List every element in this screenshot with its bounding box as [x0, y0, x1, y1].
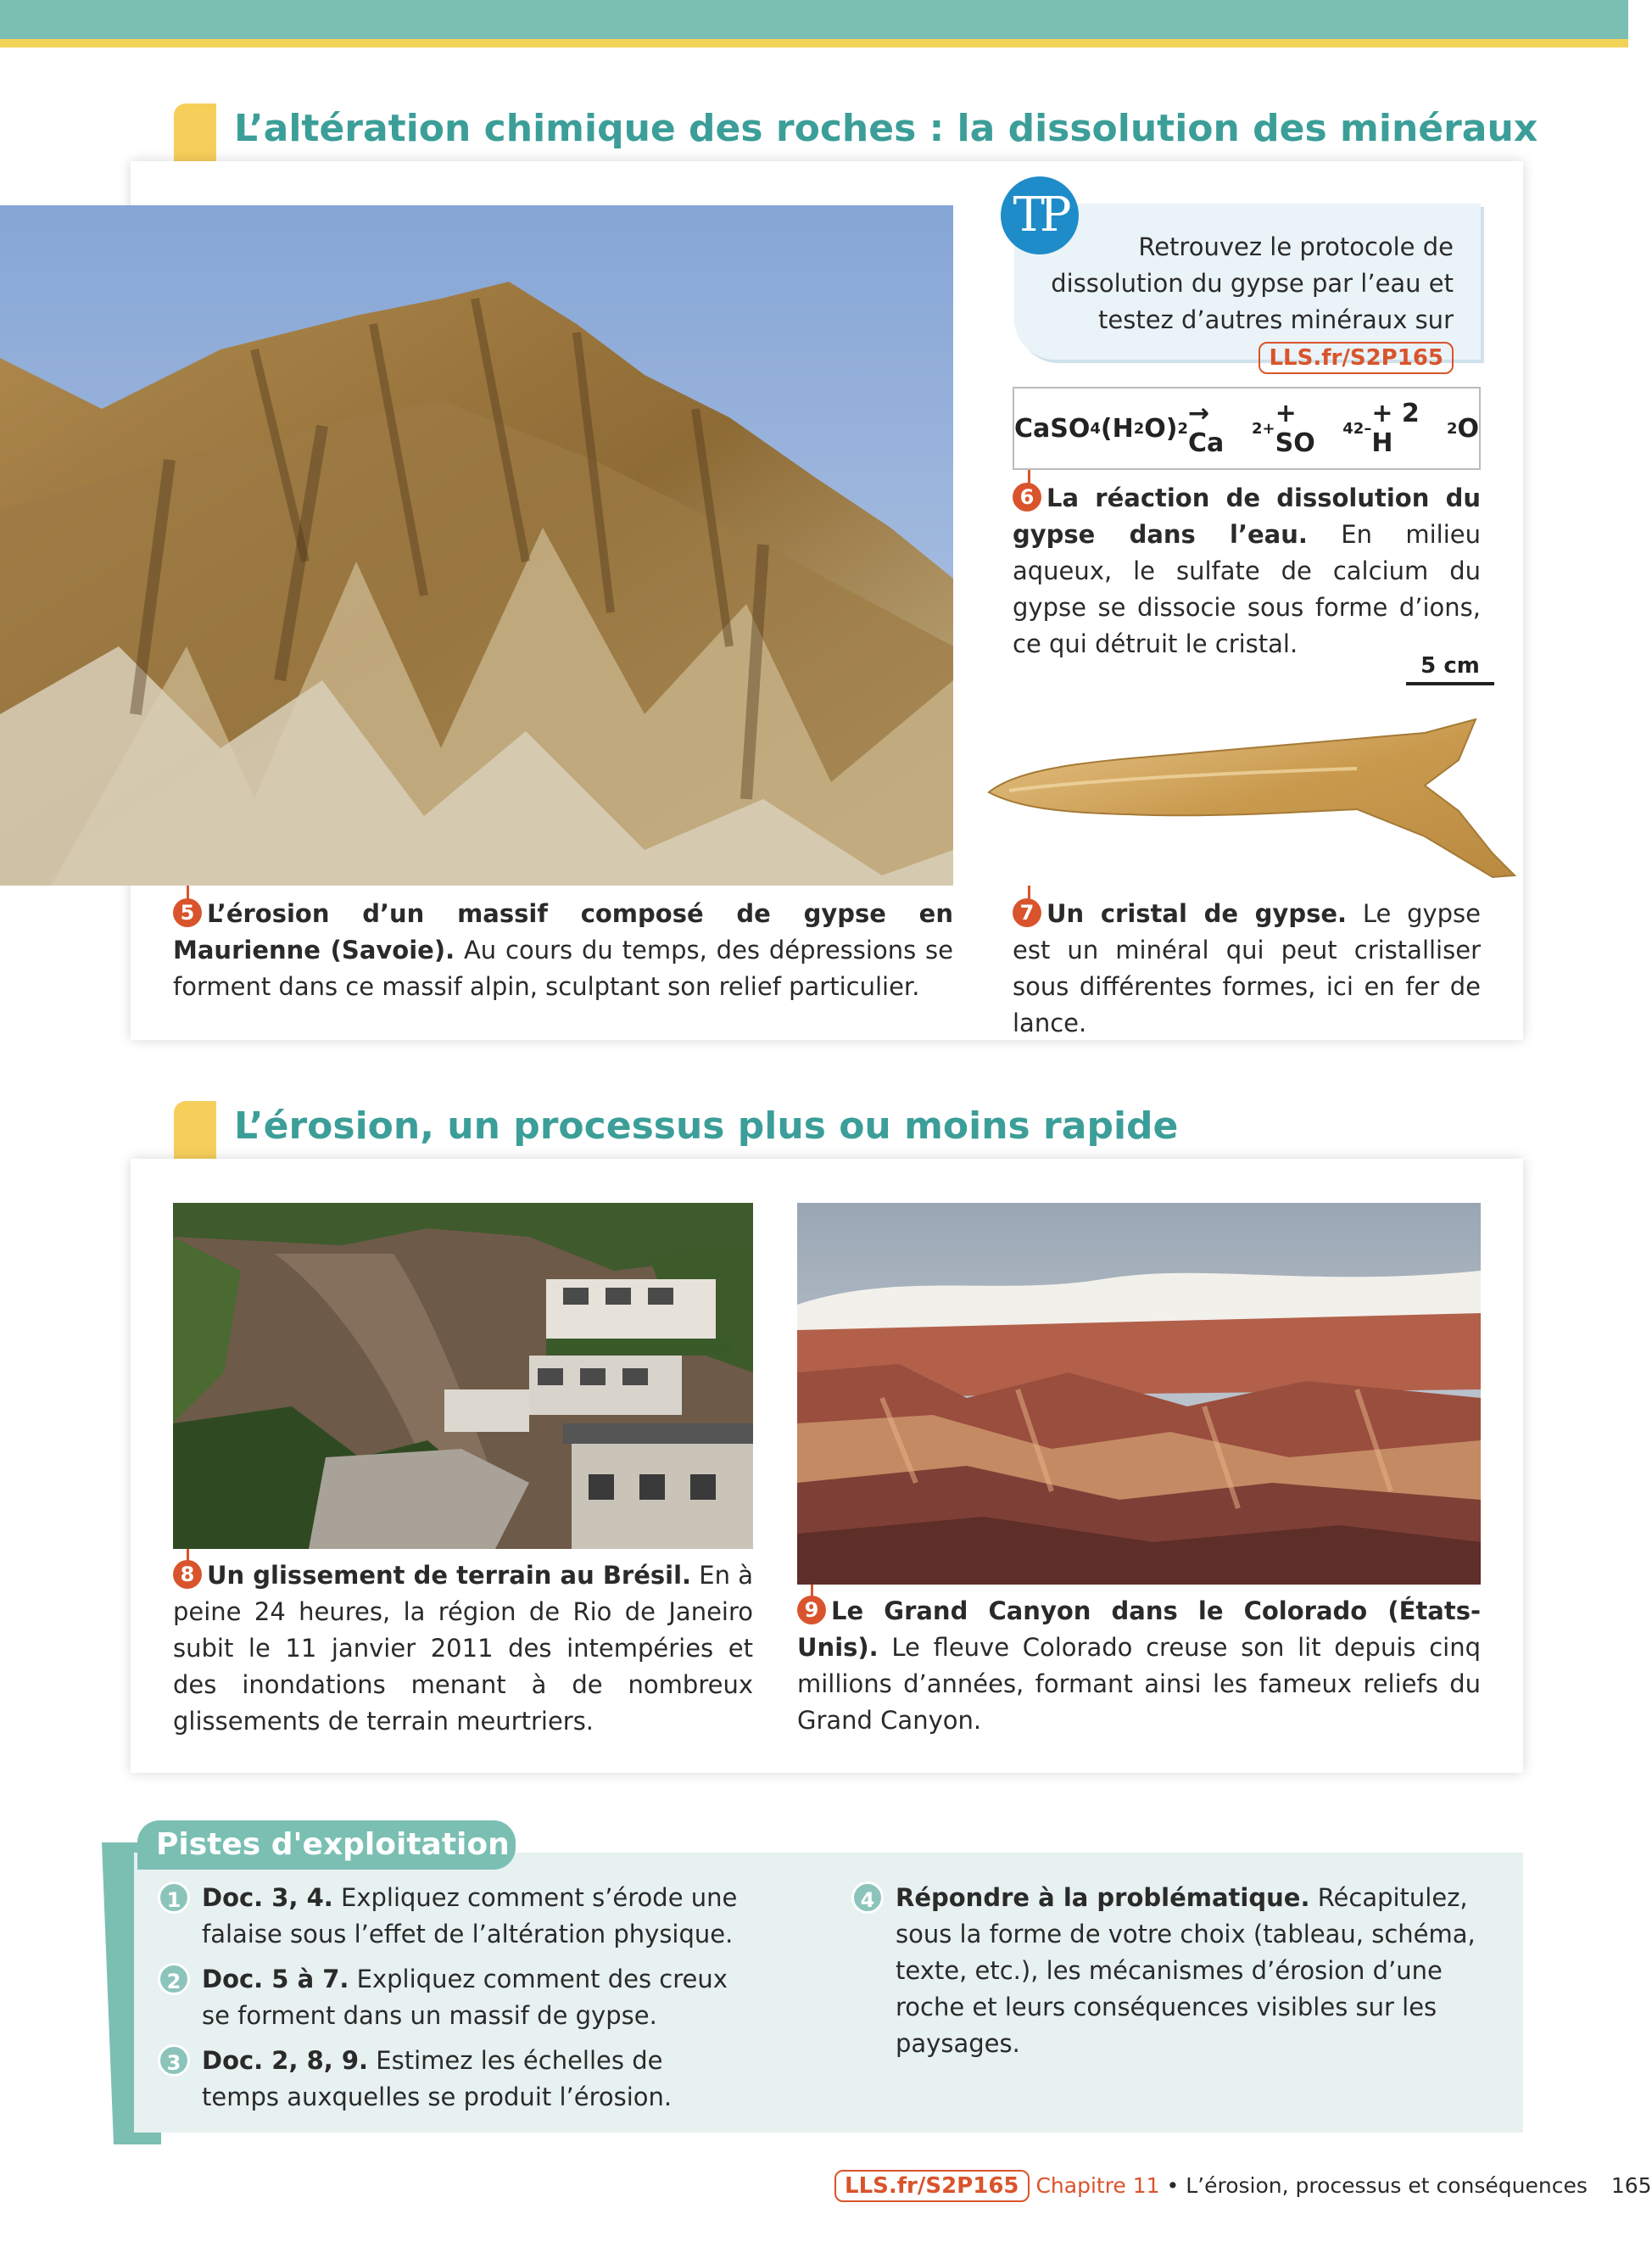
section-marker: [174, 1101, 216, 1159]
footer-separator: •: [1159, 2173, 1186, 2198]
footer-chapter-title: L’érosion, processus et conséquences: [1186, 2173, 1588, 2198]
question-4: [896, 1880, 1506, 2062]
doc7-number: 7: [1013, 898, 1041, 927]
question-1: [202, 1880, 795, 1953]
doc9-title: Le Grand Canyon dans le Colorado (États-Unis).: [797, 1596, 1481, 1662]
question-3-text: Estimez les échelles de temps auxquelles se produit l’érosion.: [202, 2046, 673, 2111]
section-title-erosion-speed: L’érosion, un processus plus ou moins rapide: [234, 1104, 1179, 1148]
doc5-caption: [173, 896, 953, 1005]
doc9-number: 9: [797, 1596, 826, 1624]
tp-icon: TP: [1001, 176, 1079, 254]
doc7-title: Un cristal de gypse.: [1046, 899, 1348, 928]
question-1-ref: Doc. 3, 4.: [202, 1883, 333, 1912]
doc8-title: Un glissement de terrain au Brésil.: [207, 1561, 692, 1590]
doc6-caption: [1013, 480, 1481, 662]
scale-bar: [1406, 682, 1494, 685]
question-4-text: Récapitulez, sous la forme de votre choix (tableau, schéma, texte, etc.), les mécanismes d’érosion d’une roche et leurs conséquences visibles sur les paysages.: [896, 1883, 1476, 2058]
doc5-text: Au cours du temps, des dépressions se forment dans ce massif alpin, sculptant son relief particulier.: [173, 936, 953, 1001]
doc7-text: Le gypse est un minéral qui peut cristalliser sous différentes formes, ici en fer de lance.: [1013, 899, 1482, 1037]
doc8-text: En à peine 24 heures, la région de Rio de Janeiro subit le 11 janvier 2011 des intempéries et des inondations menant à de nombreux glissements de terrain meurtriers.: [173, 1561, 753, 1736]
dissolution-formula: CaSO 4 (H 2 O) 2 → Ca 2+ + SO 4 2– + 2 H 2 O: [1013, 387, 1481, 470]
gypsum-crystal-image: [984, 709, 1520, 887]
doc8-number: 8: [173, 1560, 202, 1589]
question-2: [202, 1961, 745, 2034]
question-2-ref: Doc. 5 à 7.: [202, 1965, 349, 1993]
doc9-text: Le fleuve Colorado creuse son lit depuis cinq millions d’années, formant ainsi les fameux reliefs du Grand Canyon.: [797, 1633, 1481, 1735]
tp-description: Retrouvez le protocole de dissolution du gypse par l’eau et testez d’autres minéraux sur: [1051, 232, 1454, 334]
tp-link[interactable]: LLS.fr/S2P165: [1259, 342, 1454, 374]
tp-text: [1038, 229, 1454, 375]
footer-chapter: Chapitre 11: [1035, 2173, 1160, 2198]
question-1-number: 1: [158, 1881, 190, 1914]
scale-label: 5 cm: [1420, 653, 1480, 679]
pistes-title: Pistes d'exploitation: [137, 1820, 516, 1870]
question-3-number: 3: [158, 2044, 190, 2077]
question-2-number: 2: [158, 1963, 190, 1995]
header-accent-line: [0, 39, 1628, 48]
doc8-caption: [173, 1557, 753, 1740]
page-number: 165: [1610, 2173, 1652, 2198]
doc6-number: 6: [1013, 483, 1041, 512]
section-marker: [174, 103, 216, 161]
grand-canyon-photo: [797, 1203, 1481, 1585]
question-4-ref: Répondre à la problématique.: [896, 1883, 1310, 1912]
question-2-text: Expliquez comment des creux se forment dans un massif de gypse.: [202, 1965, 728, 2030]
doc7-caption: [1013, 896, 1481, 1042]
doc6-title: La réaction de dissolution du gypse dans l’eau.: [1013, 484, 1481, 549]
gypsum-massif-photo: [0, 205, 953, 886]
section-title-chemical-alteration: L’altération chimique des roches : la dissolution des minéraux: [234, 107, 1538, 150]
question-4-number: 4: [851, 1881, 884, 1914]
header-bar: [0, 0, 1628, 39]
doc6-text: En milieu aqueux, le sulfate de calcium du gypse se dissocie sous forme d’ions, ce qui détruit le cristal.: [1013, 520, 1481, 658]
question-1-text: Expliquez comment s’érode une falaise sous l’effet de l’altération physique.: [202, 1883, 738, 1948]
doc9-caption: [797, 1593, 1481, 1739]
footer: [834, 2170, 1652, 2202]
footer-link[interactable]: LLS.fr/S2P165: [834, 2170, 1030, 2202]
landslide-photo: [173, 1203, 753, 1549]
doc5-title: L’érosion d’un massif composé de gypse en Maurienne (Savoie).: [173, 899, 953, 964]
question-3: [202, 2043, 745, 2116]
doc5-number: 5: [173, 898, 202, 927]
question-3-ref: Doc. 2, 8, 9.: [202, 2046, 369, 2075]
